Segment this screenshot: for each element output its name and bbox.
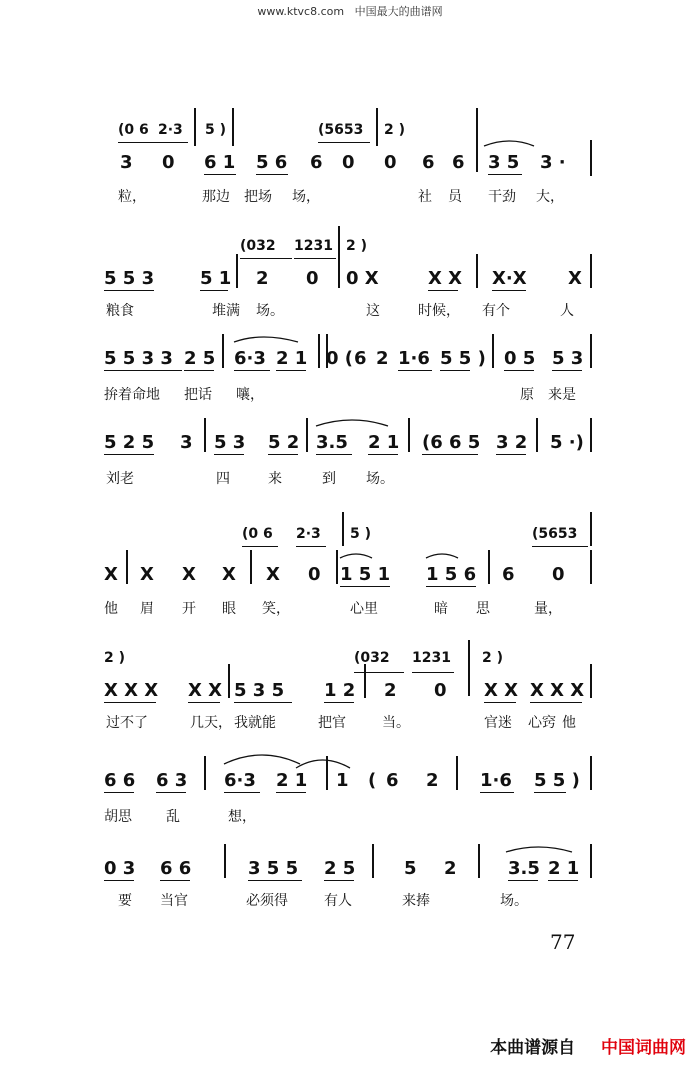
bar-line <box>590 254 592 288</box>
notation-token: 2 <box>426 770 439 791</box>
beam-underline <box>324 880 354 881</box>
beam-underline <box>240 258 292 259</box>
notation-token: 5 1 <box>200 268 232 289</box>
beam-underline <box>548 880 578 881</box>
notation-token: 2 ) <box>384 122 406 138</box>
notation-token: 6 1 <box>204 152 236 173</box>
footer-credit <box>490 1033 686 1058</box>
notation-token: X X <box>428 268 463 289</box>
lyric-text: 人 <box>560 303 574 319</box>
notation-token: X·X <box>492 268 527 289</box>
notation-token: 5 ) <box>350 526 372 542</box>
beam-underline <box>276 370 306 371</box>
beam-underline <box>496 454 526 455</box>
notation-token: 2 <box>444 858 457 879</box>
lyric-text: 粒， <box>118 189 146 205</box>
melody-line <box>0 348 700 378</box>
bar-line <box>204 418 206 452</box>
notation-token: X X X <box>530 680 585 701</box>
lyric-text: 暗 <box>434 601 448 617</box>
notation-token: 5 5 3 <box>104 268 155 289</box>
notation-token: 3 · <box>540 152 566 173</box>
beam-underline <box>492 290 526 291</box>
notation-token: 6·3 <box>234 348 266 369</box>
site-title: 中国最大的曲谱网 <box>354 5 443 18</box>
lyric-text: 来 <box>268 471 282 487</box>
notation-token: 2 <box>256 268 269 289</box>
notation-token: 5 3 <box>552 348 584 369</box>
footer-site-name[interactable]: 中国词曲网 <box>601 1038 686 1058</box>
lyrics-line <box>0 598 700 628</box>
bar-line <box>590 756 592 790</box>
notation-token: (5653 <box>318 122 364 138</box>
notation-token: 2 1 <box>276 348 308 369</box>
lyric-text: 来捧 <box>402 893 430 909</box>
lyric-text: 他 <box>562 715 576 731</box>
bar-line <box>338 254 340 288</box>
notation-token: 0 <box>552 564 565 585</box>
bar-line <box>194 108 196 146</box>
accompaniment-line <box>0 526 700 556</box>
notation-token: 2 5 <box>324 858 356 879</box>
notation-token: X X X <box>104 680 159 701</box>
lyrics-line <box>0 712 700 742</box>
notation-token: 1 5 6 <box>426 564 477 585</box>
beam-underline <box>428 290 458 291</box>
bar-line <box>236 254 238 288</box>
notation-token: 6 3 <box>156 770 188 791</box>
lyric-text: 心里 <box>350 601 378 617</box>
lyrics-line <box>0 806 700 836</box>
lyric-text: 几天， <box>190 715 232 731</box>
notation-token: 3 <box>120 152 133 173</box>
beam-underline <box>480 792 514 793</box>
lyric-text: 拚着命地 <box>104 387 160 403</box>
lyric-text: 当官 <box>160 893 188 909</box>
lyric-text: 时候， <box>418 303 460 319</box>
beam-underline <box>552 370 582 371</box>
beam-underline <box>440 370 470 371</box>
notation-token: 3 2 <box>496 432 528 453</box>
bar-line <box>590 664 592 698</box>
notation-token: 6 6 <box>104 770 136 791</box>
bar-line <box>590 844 592 878</box>
notation-token: 5 5 3 3 <box>104 348 173 369</box>
lyric-text: 当。 <box>382 715 410 731</box>
beam-underline <box>354 672 404 673</box>
notation-token: (0 6 <box>118 122 149 138</box>
beam-underline <box>104 702 156 703</box>
bar-line <box>250 550 252 584</box>
bar-line <box>476 254 478 288</box>
beam-underline <box>316 454 352 455</box>
notation-token: 5 6 <box>256 152 288 173</box>
lyrics-line <box>0 384 700 414</box>
notation-token: 1·6 <box>398 348 430 369</box>
bar-line <box>326 756 328 790</box>
notation-token: 0 3 <box>104 858 136 879</box>
beam-underline <box>504 370 534 371</box>
lyric-text: 场。 <box>366 471 394 487</box>
beam-underline <box>104 454 154 455</box>
notation-token: X X <box>188 680 223 701</box>
lyrics-line <box>0 890 700 920</box>
notation-token: 1 5 1 <box>340 564 391 585</box>
lyric-text: 必须得 <box>246 893 288 909</box>
bar-line <box>318 334 320 368</box>
lyric-text: 把官 <box>318 715 346 731</box>
bar-line <box>476 108 478 172</box>
beam-underline <box>508 880 538 881</box>
lyric-text: 要 <box>118 893 132 909</box>
notation-token: 2 ) <box>104 650 126 666</box>
beam-underline <box>242 546 278 547</box>
notation-token: 5 5 ) <box>534 770 580 791</box>
notation-token: 2 1 <box>548 858 580 879</box>
notation-token: X <box>568 268 582 289</box>
beam-underline <box>104 290 154 291</box>
beam-underline <box>398 370 432 371</box>
beam-underline <box>318 142 370 143</box>
lyrics-line <box>0 300 700 330</box>
beam-underline <box>224 792 260 793</box>
bar-line <box>222 334 224 368</box>
melody-line <box>0 680 700 710</box>
beam-underline <box>256 174 288 175</box>
lyric-text: 眉 <box>140 601 154 617</box>
lyric-text: 开 <box>182 601 196 617</box>
bar-line <box>408 418 410 452</box>
bar-line <box>326 334 328 368</box>
lyric-text: 官迷 <box>484 715 512 731</box>
beam-underline <box>104 370 182 371</box>
melody-line <box>0 858 700 888</box>
notation-token: 6 <box>452 152 465 173</box>
notation-token: (032 <box>240 238 276 254</box>
lyric-text: 笑， <box>262 601 290 617</box>
notation-token: (032 <box>354 650 390 666</box>
lyric-text: 思 <box>476 601 490 617</box>
bar-line <box>478 844 480 878</box>
notation-token: X <box>266 564 280 585</box>
beam-underline <box>426 586 476 587</box>
notation-token: 5 ) <box>205 122 227 138</box>
bar-line <box>590 550 592 584</box>
lyric-text: 眼 <box>222 601 236 617</box>
melody-line <box>0 770 700 800</box>
beam-underline <box>104 792 134 793</box>
notation-token: 3.5 <box>316 432 348 453</box>
notation-token: 0 ( <box>326 348 354 369</box>
notation-token: 2·3 <box>296 526 321 542</box>
bar-line <box>590 512 592 546</box>
lyric-text: 乱 <box>166 809 180 825</box>
notation-token: 6 6 <box>160 858 192 879</box>
lyrics-line <box>0 186 700 216</box>
lyric-text: 胡思 <box>104 809 132 825</box>
notation-token: 2 <box>384 680 397 701</box>
beam-underline <box>156 792 186 793</box>
notation-token: 2 ) <box>346 238 368 254</box>
bar-line <box>336 550 338 584</box>
bar-line <box>468 640 470 696</box>
beam-underline <box>248 880 302 881</box>
notation-token: 5 ·) <box>550 432 584 453</box>
beam-underline <box>532 546 588 547</box>
lyric-text: 有人 <box>324 893 352 909</box>
beam-underline <box>294 258 336 259</box>
notation-token: 2 1 <box>368 432 400 453</box>
beam-underline <box>158 142 188 143</box>
notation-token: X X <box>484 680 519 701</box>
notation-token: 1 <box>336 770 349 791</box>
bar-line <box>590 140 592 176</box>
notation-token: 0 <box>342 152 355 173</box>
lyric-text: 他 <box>104 601 118 617</box>
lyric-text: 场。 <box>256 303 284 319</box>
lyric-text: 把场 <box>244 189 272 205</box>
notation-token: 1231 <box>294 238 333 254</box>
beam-underline <box>104 880 134 881</box>
lyric-text: 有个 <box>482 303 510 319</box>
lyric-text: 刘老 <box>106 471 134 487</box>
lyric-text: 心窍 <box>528 715 556 731</box>
melody-line <box>0 432 700 462</box>
bar-line <box>372 844 374 878</box>
notation-token: 2·3 <box>158 122 183 138</box>
lyric-text: 员 <box>448 189 462 205</box>
beam-underline <box>234 370 270 371</box>
notation-token: 0 <box>308 564 321 585</box>
bar-line <box>306 418 308 452</box>
notation-token: 1 2 <box>324 680 356 701</box>
notation-token: 0 <box>384 152 397 173</box>
lyric-text: 堆满 <box>212 303 240 319</box>
accompaniment-line <box>0 238 700 268</box>
lyric-text: 原 <box>520 387 534 403</box>
notation-token: 2 <box>376 348 389 369</box>
notation-token: 0 <box>306 268 319 289</box>
notation-token: X <box>182 564 196 585</box>
melody-line <box>0 152 700 182</box>
notation-token: X <box>140 564 154 585</box>
notation-token: 3.5 <box>508 858 540 879</box>
beam-underline <box>422 454 478 455</box>
notation-token: (6 6 5 <box>422 432 481 453</box>
notation-token: 2 5 <box>184 348 216 369</box>
notation-token: 3 <box>180 432 193 453</box>
beam-underline <box>534 792 566 793</box>
beam-underline <box>324 702 354 703</box>
melody-line <box>0 268 700 298</box>
beam-underline <box>368 454 398 455</box>
bar-line <box>590 418 592 452</box>
beam-underline <box>276 792 306 793</box>
notation-token: 2 1 <box>276 770 308 791</box>
notation-token: 0 <box>434 680 447 701</box>
accompaniment-line <box>0 122 700 152</box>
lyric-text: 到 <box>322 471 336 487</box>
lyric-text: 场， <box>292 189 320 205</box>
bar-line <box>456 756 458 790</box>
lyric-text: 嚷， <box>236 387 264 403</box>
beam-underline <box>204 174 236 175</box>
notation-token: 3 5 5 <box>248 858 299 879</box>
lyric-text: 那边 <box>202 189 230 205</box>
notation-token: 0 <box>162 152 175 173</box>
notation-token: 0 X <box>346 268 379 289</box>
beam-underline <box>268 454 298 455</box>
notation-token: 2 ) <box>482 650 504 666</box>
melody-line <box>0 564 700 594</box>
beam-underline <box>484 702 516 703</box>
notation-token: ( <box>368 770 377 791</box>
beam-underline <box>530 702 582 703</box>
lyric-text: 这 <box>366 303 380 319</box>
notation-token: (0 6 <box>242 526 273 542</box>
notation-token: 3 5 <box>488 152 520 173</box>
bar-line <box>364 664 366 698</box>
accompaniment-line <box>0 650 700 680</box>
lyric-text: 来是 <box>548 387 576 403</box>
lyric-text: 大， <box>536 189 564 205</box>
bar-line <box>232 108 234 146</box>
page-number: 77 <box>550 930 576 954</box>
notation-token: 0 5 <box>504 348 536 369</box>
notation-token: 5 5 ) <box>440 348 486 369</box>
notation-token: 5 3 <box>214 432 246 453</box>
notation-token: 1·6 <box>480 770 512 791</box>
notation-token: (5653 <box>532 526 578 542</box>
lyric-text: 场。 <box>500 893 528 909</box>
footer-source-label: 本曲谱源自 <box>490 1038 576 1058</box>
notation-token: 6 <box>354 348 367 369</box>
notation-token: 6·3 <box>224 770 256 791</box>
notation-token: 5 3 5 <box>234 680 285 701</box>
bar-line <box>342 512 344 546</box>
lyric-text: 粮食 <box>106 303 134 319</box>
lyric-text: 四 <box>216 471 230 487</box>
lyric-text: 我就能 <box>234 715 276 731</box>
notation-token: 5 2 5 <box>104 432 155 453</box>
notation-token: 5 <box>404 858 417 879</box>
bar-line <box>228 664 230 698</box>
lyrics-line <box>0 468 700 498</box>
beam-underline <box>296 546 326 547</box>
bar-line <box>126 550 128 584</box>
notation-token: 6 <box>502 564 515 585</box>
site-url[interactable]: www.ktvc8.com <box>257 5 345 18</box>
notation-token: X <box>104 564 118 585</box>
notation-token: 6 <box>422 152 435 173</box>
beam-underline <box>184 370 214 371</box>
bar-line <box>590 334 592 368</box>
lyric-text: 想， <box>228 809 256 825</box>
beam-underline <box>118 142 160 143</box>
lyric-text: 过不了 <box>106 715 148 731</box>
bar-line <box>488 550 490 584</box>
lyric-text: 干劲 <box>488 189 516 205</box>
bar-line <box>224 844 226 878</box>
beam-underline <box>488 174 522 175</box>
beam-underline <box>188 702 220 703</box>
bar-line <box>376 108 378 146</box>
bar-line <box>204 756 206 790</box>
notation-token: 6 <box>386 770 399 791</box>
lyric-text: 社 <box>418 189 432 205</box>
lyric-text: 把话 <box>184 387 212 403</box>
notation-token: 6 <box>310 152 323 173</box>
lyric-text: 量， <box>534 601 562 617</box>
notation-token: X <box>222 564 236 585</box>
beam-underline <box>200 290 228 291</box>
bar-line <box>492 334 494 368</box>
beam-underline <box>340 586 390 587</box>
notation-token: 5 2 <box>268 432 300 453</box>
beam-underline <box>412 672 454 673</box>
beam-underline <box>214 454 244 455</box>
beam-underline <box>160 880 190 881</box>
bar-line <box>536 418 538 452</box>
notation-token: 1231 <box>412 650 451 666</box>
beam-underline <box>234 702 292 703</box>
